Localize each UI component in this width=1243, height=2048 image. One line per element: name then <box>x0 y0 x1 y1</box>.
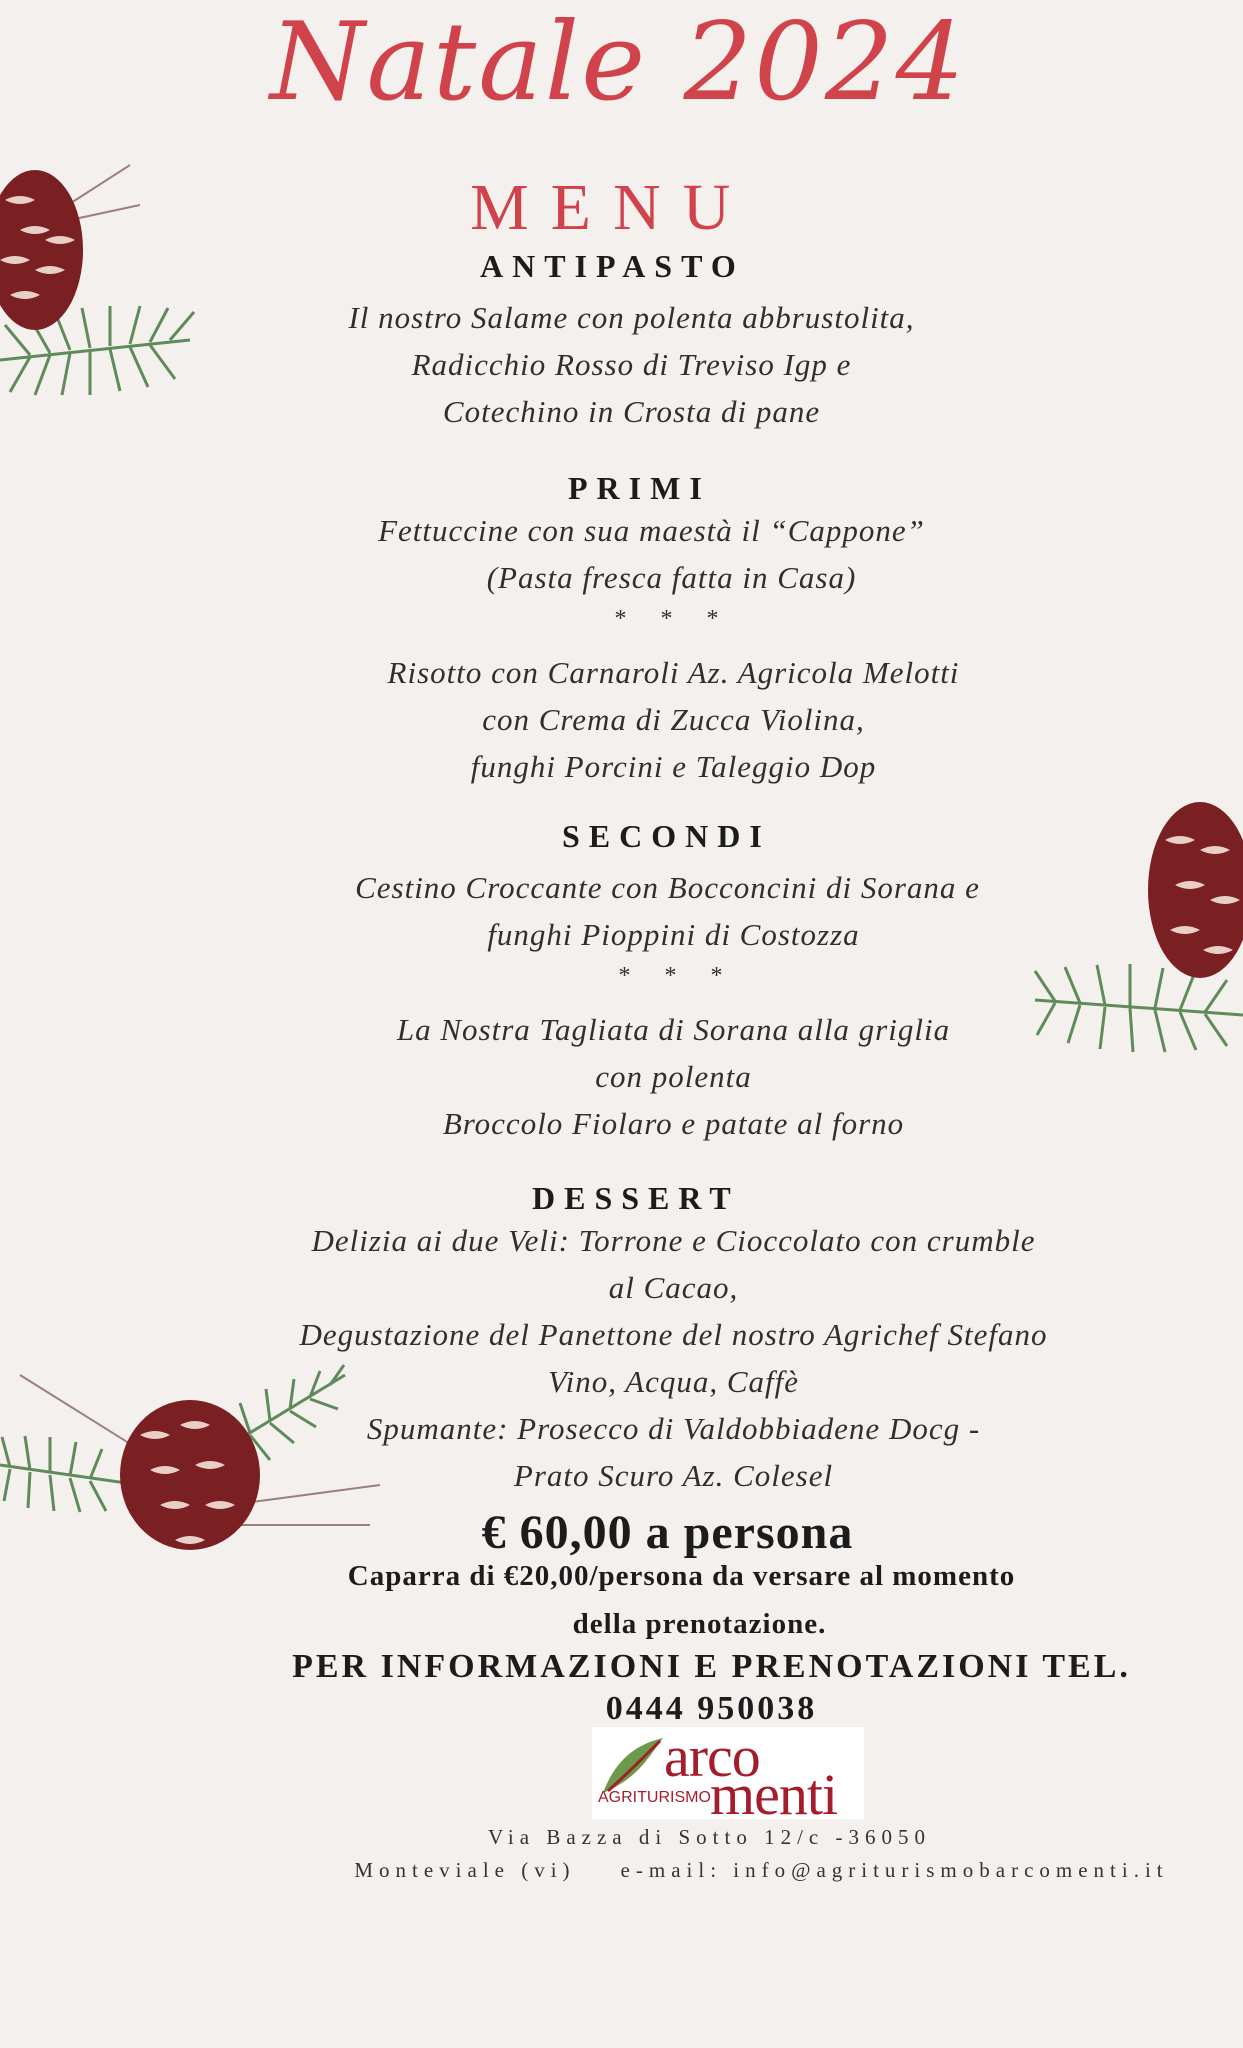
brand-logo <box>592 1724 864 1827</box>
section-heading-dessert: DESSERT <box>532 1180 740 1216</box>
address-line: Via Bazza di Sotto 12/c -36050 <box>488 1825 931 1849</box>
menu-line: La Nostra Tagliata di Sorana alla griglia <box>396 1012 951 1047</box>
section-heading-secondi: SECONDI <box>562 818 771 854</box>
logo-word: arco <box>664 1724 760 1789</box>
menu-line: Broccolo Fiolaro e patate al forno <box>442 1106 905 1141</box>
menu-line: Spumante: Prosecco di Valdobbiadene Docg - <box>366 1411 981 1446</box>
logo-subtitle: AGRITURISMO <box>598 1789 711 1806</box>
menu-line: con Crema di Zucca Violina, <box>482 702 865 737</box>
menu-line: Cestino Croccante con Bocconcini di Sorana e <box>355 870 980 905</box>
menu-line: al Cacao, <box>608 1270 739 1305</box>
section-heading-antipasto: ANTIPASTO <box>480 248 745 284</box>
separator: * * * <box>618 963 737 989</box>
page-title: Natale 2024 <box>270 0 967 125</box>
menu-line: Vino, Acqua, Caffè <box>547 1364 800 1399</box>
menu-line: Radicchio Rosso di Treviso Igp e <box>411 347 852 382</box>
info-line: PER INFORMAZIONI E PRENOTAZIONI TEL. <box>292 1648 1131 1685</box>
menu-line: funghi Pioppini di Costozza <box>487 917 860 952</box>
logo-word: menti <box>710 1762 838 1827</box>
deposit-note: della prenotazione. <box>572 1608 827 1640</box>
menu-line: Prato Scuro Az. Colesel <box>513 1458 834 1493</box>
menu-line: Cotechino in Crosta di pane <box>442 394 821 429</box>
separator: * * * <box>614 606 733 632</box>
menu-line: Risotto con Carnaroli Az. Agricola Melotti <box>387 655 960 690</box>
menu-line: Fettuccine con sua maestà il “Cappone” <box>378 513 925 548</box>
contact-line: Monteviale (vi) e-mail: info@agriturismobarcomenti.it <box>354 1858 1169 1882</box>
section-heading-primi: PRIMI <box>568 470 711 506</box>
menu-heading: MENU <box>470 171 753 244</box>
menu-line: con polenta <box>595 1059 752 1094</box>
price: € 60,00 a persona <box>481 1506 854 1559</box>
menu-line: funghi Porcini e Taleggio Dop <box>470 749 877 784</box>
menu-line: (Pasta fresca fatta in Casa) <box>486 560 857 595</box>
menu-line: Degustazione del Panettone del nostro Agrichef Stefano <box>299 1317 1048 1352</box>
menu-line: Il nostro Salame con polenta abbrustolita, <box>348 300 915 335</box>
menu-line: Delizia ai due Veli: Torrone e Cioccolato con crumble <box>311 1223 1036 1258</box>
phone-number: 0444 950038 <box>605 1690 818 1727</box>
deposit-note: Caparra di €20,00/persona da versare al momento <box>347 1560 1016 1592</box>
